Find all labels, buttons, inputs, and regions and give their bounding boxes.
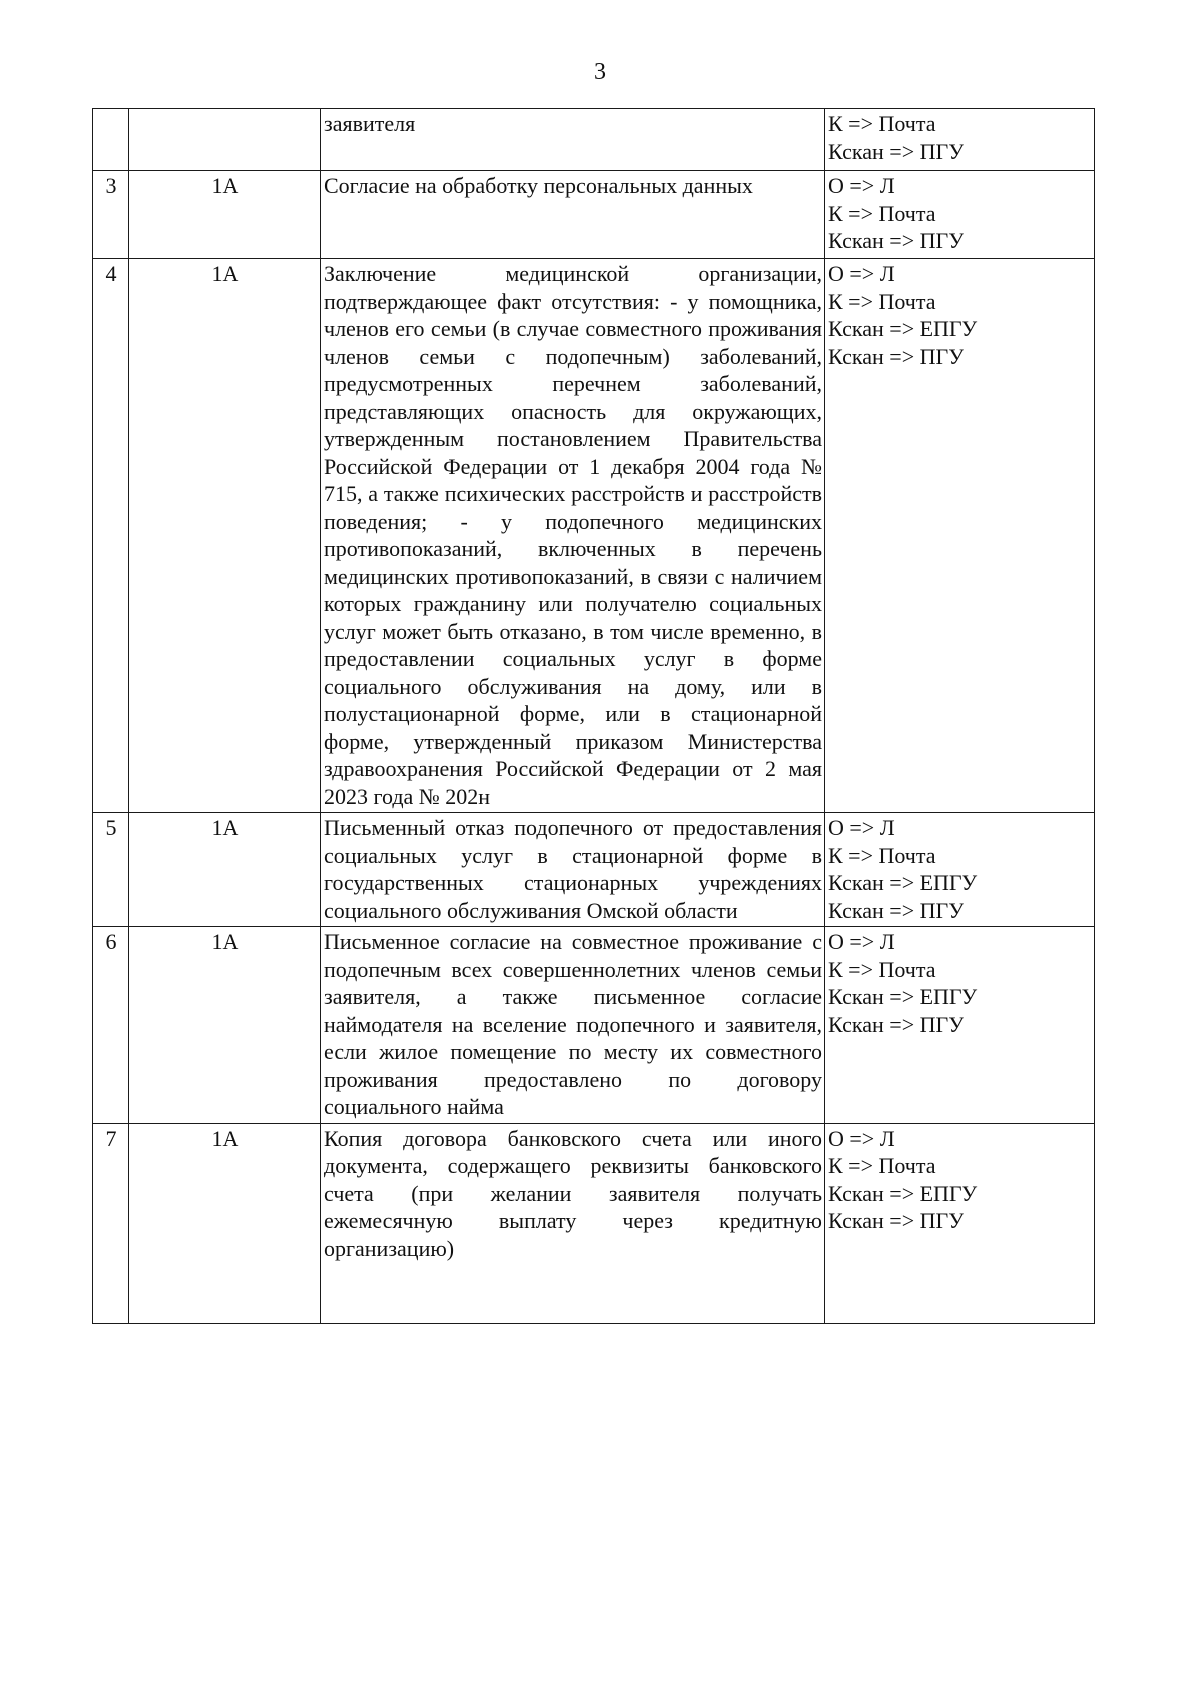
row-code: 1А [129, 259, 321, 813]
submission-way: О => Л [828, 929, 895, 954]
row-number [93, 109, 129, 171]
submission-ways [825, 109, 1095, 171]
table-row [93, 109, 1095, 171]
submission-way: Кскан => ЕПГУ [828, 1180, 978, 1206]
submission-way: К => Почта [828, 842, 936, 868]
submission-way: Кскан => ЕПГУ [828, 870, 978, 895]
submission-way: Кскан => ПГУ [828, 897, 964, 923]
document-name: Копия договора банковского счета или иного документа, содержащего реквизиты банковского счета (при желании заявителя получать ежемесячную выплату через кредитную организацию) [321, 1123, 825, 1323]
document-name: Письменное согласие на совместное проживание с подопечным всех совершеннолетних членов семьи заявителя, а также письменное согласие наймодателя на вселение подопечного и заявителя, если жилое помещение по месту их совместного проживания предоставлено по договору социального найма [321, 927, 825, 1124]
row-number: 3 [93, 171, 129, 259]
document-name: Согласие на обработку персональных данных [321, 171, 825, 259]
submission-way: Кскан => ПГУ [828, 343, 964, 369]
submission-way: О => Л [828, 1125, 895, 1151]
row-code: 1А [129, 927, 321, 1124]
table-row [93, 813, 1095, 927]
submission-way: Кскан => ПГУ [828, 1208, 964, 1233]
row-number: 7 [93, 1123, 129, 1323]
page-number: 3 [594, 59, 606, 85]
submission-way: Кскан => ЕПГУ [828, 984, 978, 1009]
row-code: 1А [129, 1123, 321, 1323]
document-name: Заключение медицинской организации, подтверждающее факт отсутствия: - у помощника, членов его семьи (в случае совместного проживания членов семьи с подопечным) заболеваний, предусмотренных перечнем заболеваний, представляющих опасность для окружающих, утвержденным постановлением Правительства Российской Федерации от 1 декабря 2004 года № 715, а также психических расстройств и расстройств поведения; - у подопечного медицинских противопоказаний, включенных в перечень медицинских противопоказаний, в связи с наличием которых гражданину или получателю социальных услуг может быть отказано, в том числе временно, в предоставлении социальных услуг в форме социального обслуживания на дому, или в полустационарной форме, или в стационарной форме, утвержденный приказом Министерства здравоохранения Российской Федерации от 2 мая 2023 года № 202н [321, 259, 825, 813]
table-row [93, 171, 1095, 259]
submission-ways [825, 1123, 1095, 1323]
submission-way: О => Л [828, 261, 895, 286]
row-code: 1А [129, 813, 321, 927]
submission-ways [825, 259, 1095, 813]
submission-way: К => Почта [828, 1153, 936, 1178]
row-code [129, 109, 321, 171]
submission-way: К => Почта [828, 288, 936, 314]
submission-way: Кскан => ПГУ [828, 1011, 964, 1037]
documents-table [92, 108, 1095, 1324]
submission-way: Кскан => ПГУ [828, 138, 964, 164]
row-code: 1А [129, 171, 321, 259]
submission-way: О => Л [828, 815, 895, 840]
submission-way: О => Л [828, 173, 895, 198]
row-number: 4 [93, 259, 129, 813]
table-row [93, 927, 1095, 1124]
submission-ways [825, 171, 1095, 259]
row-number: 6 [93, 927, 129, 1124]
row-number: 5 [93, 813, 129, 927]
document-name: Письменный отказ подопечного от предоставления социальных услуг в стационарной форме в государственных стационарных учреждениях социального обслуживания Омской области [321, 813, 825, 927]
submission-way: К => Почта [828, 956, 936, 982]
table-row [93, 259, 1095, 813]
submission-way: Кскан => ЕПГУ [828, 316, 978, 341]
submission-way: Кскан => ПГУ [828, 228, 964, 253]
submission-way: К => Почта [828, 111, 936, 136]
submission-way: К => Почта [828, 200, 936, 226]
submission-ways [825, 813, 1095, 927]
document-name: заявителя [321, 109, 825, 171]
submission-ways [825, 927, 1095, 1124]
table-row [93, 1123, 1095, 1323]
